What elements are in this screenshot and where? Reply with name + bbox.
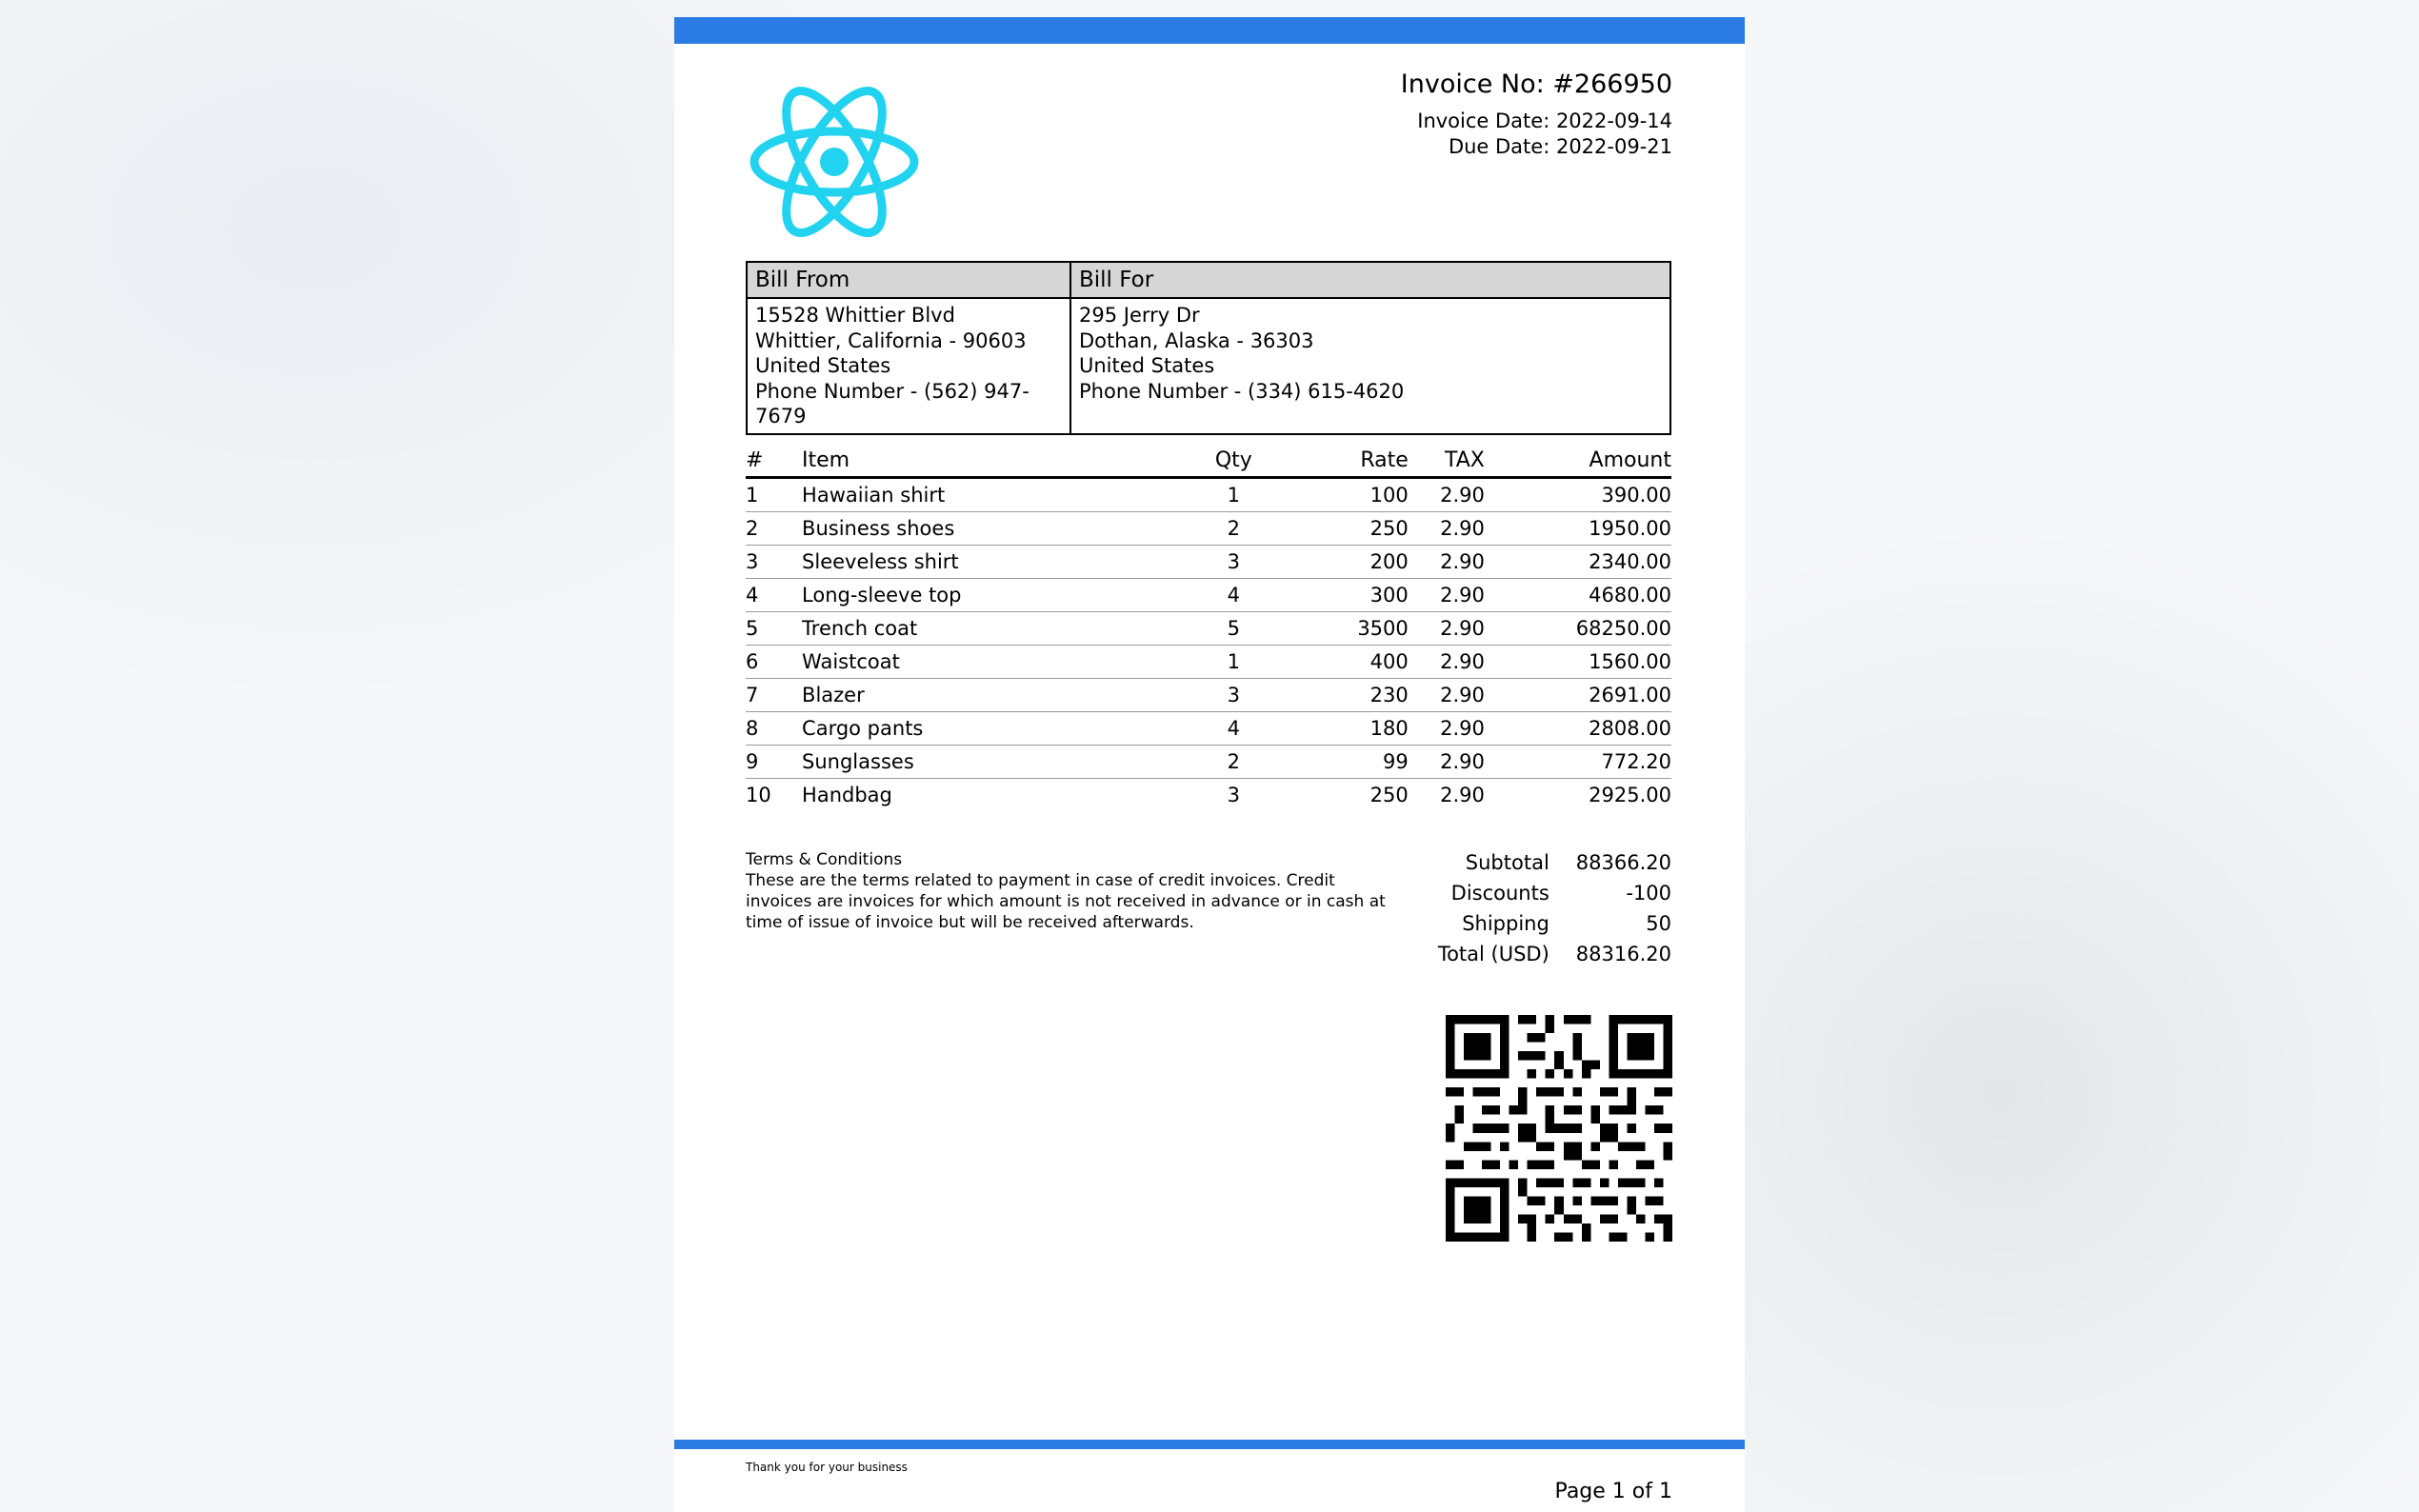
table-row	[746, 512, 1671, 546]
from-city: Whittier, California - 90603	[755, 328, 1027, 352]
bill-for-address	[1070, 298, 1670, 434]
header-num: #	[746, 444, 802, 478]
row-amount: 2691.00	[1485, 679, 1671, 712]
qr-code-icon	[1446, 1015, 1672, 1242]
bill-from-address	[747, 298, 1070, 434]
table-row	[746, 679, 1671, 712]
bottom-accent-bar	[674, 1440, 1745, 1449]
total-label: Total (USD)	[1437, 943, 1549, 965]
thanks-note: Thank you for your business	[746, 1461, 908, 1474]
invoice-page	[674, 17, 1745, 1512]
shipping-value: 50	[1646, 912, 1671, 935]
to-city: Dothan, Alaska - 36303	[1079, 328, 1314, 352]
row-tax: 2.90	[1440, 784, 1485, 806]
invoice-date: Invoice Date: 2022-09-14	[1417, 109, 1672, 132]
row-tax: 2.90	[1409, 579, 1485, 612]
row-item: Sunglasses	[802, 746, 1184, 779]
row-item: Business shoes	[802, 512, 1184, 546]
from-phone: Phone Number - (562) 947-7679	[755, 379, 1030, 428]
row-item: Waistcoat	[802, 646, 1184, 679]
row-num: 3	[746, 546, 802, 579]
row-qty: 5	[1184, 612, 1284, 646]
row-rate: 250	[1284, 512, 1409, 546]
row-amount: 1950.00	[1485, 512, 1671, 546]
row-num: 7	[746, 679, 802, 712]
subtotal-label: Subtotal	[1465, 851, 1549, 874]
billing-table	[746, 261, 1671, 435]
row-item: Hawaiian shirt	[802, 478, 1184, 512]
row-qty: 4	[1184, 712, 1284, 746]
items-table	[746, 444, 1671, 811]
row-qty: 3	[1227, 784, 1241, 806]
table-row	[746, 612, 1671, 646]
total-value: 88316.20	[1575, 943, 1671, 965]
total-row	[1438, 939, 1671, 969]
from-country: United States	[755, 354, 891, 377]
row-qty: 4	[1184, 579, 1284, 612]
invoice-number: Invoice No: #266950	[1400, 70, 1672, 99]
row-amount: 2925.00	[1589, 784, 1671, 806]
bill-for-header: Bill For	[1070, 262, 1670, 298]
from-street: 15528 Whittier Blvd	[755, 304, 955, 327]
table-row	[746, 712, 1671, 746]
terms-section	[746, 849, 1393, 933]
bill-from-header: Bill From	[747, 262, 1070, 298]
row-item: Long-sleeve top	[802, 579, 1184, 612]
discounts-value: -100	[1626, 882, 1671, 905]
table-row	[746, 746, 1671, 779]
row-rate: 400	[1284, 646, 1409, 679]
row-item: Handbag	[802, 784, 892, 806]
row-num: 8	[746, 712, 802, 746]
top-accent-bar	[674, 17, 1745, 44]
row-tax: 2.90	[1409, 546, 1485, 579]
row-rate: 180	[1284, 712, 1409, 746]
row-item: Blazer	[802, 679, 1184, 712]
row-amount: 2340.00	[1485, 546, 1671, 579]
row-amount: 68250.00	[1485, 612, 1671, 646]
header-tax: TAX	[1409, 444, 1485, 478]
row-num: 1	[746, 478, 802, 512]
row-amount: 1560.00	[1485, 646, 1671, 679]
header-qty: Qty	[1184, 444, 1284, 478]
table-row	[746, 579, 1671, 612]
row-num: 6	[746, 646, 802, 679]
table-row	[746, 546, 1671, 579]
row-amount: 390.00	[1485, 478, 1671, 512]
header-item: Item	[802, 444, 1184, 478]
row-rate: 230	[1284, 679, 1409, 712]
due-date: Due Date: 2022-09-21	[1448, 135, 1672, 158]
row-item: Sleeveless shirt	[802, 546, 1184, 579]
row-qty: 1	[1184, 646, 1284, 679]
row-num: 9	[746, 746, 802, 779]
discounts-label: Discounts	[1450, 882, 1549, 905]
to-phone: Phone Number - (334) 615-4620	[1079, 379, 1405, 403]
discounts-row	[1438, 878, 1671, 908]
row-tax: 2.90	[1409, 612, 1485, 646]
row-rate: 250	[1369, 784, 1409, 806]
table-row	[746, 646, 1671, 679]
row-tax: 2.90	[1409, 646, 1485, 679]
row-qty: 1	[1184, 478, 1284, 512]
row-rate: 3500	[1284, 612, 1409, 646]
row-qty: 2	[1184, 512, 1284, 546]
page-number: Page 1 of 1	[1554, 1480, 1672, 1503]
terms-body: These are the terms related to payment in case of credit invoices. Credit invoices are invoices for which amount is not received in advance or in cash at time of issue of invoice but will be received afterwards.	[746, 871, 1386, 932]
table-row	[746, 478, 1671, 512]
row-tax: 2.90	[1409, 679, 1485, 712]
header-rate: Rate	[1284, 444, 1409, 478]
row-rate: 200	[1284, 546, 1409, 579]
row-amount: 772.20	[1485, 746, 1671, 779]
row-num: 2	[746, 512, 802, 546]
shipping-label: Shipping	[1462, 912, 1549, 935]
row-tax: 2.90	[1409, 478, 1485, 512]
row-item: Trench coat	[802, 612, 1184, 646]
row-item: Cargo pants	[802, 712, 1184, 746]
row-tax: 2.90	[1409, 512, 1485, 546]
subtotal-value: 88366.20	[1575, 851, 1671, 874]
to-street: 295 Jerry Dr	[1079, 304, 1200, 327]
row-amount: 4680.00	[1485, 579, 1671, 612]
row-rate: 99	[1284, 746, 1409, 779]
terms-title: Terms & Conditions	[746, 850, 903, 869]
row-rate: 100	[1284, 478, 1409, 512]
row-amount: 2808.00	[1485, 712, 1671, 746]
row-qty: 3	[1184, 546, 1284, 579]
invoice-meta	[1401, 70, 1672, 160]
row-num: 5	[746, 612, 802, 646]
table-row	[746, 779, 1671, 812]
totals-table	[1438, 847, 1671, 969]
row-qty: 2	[1184, 746, 1284, 779]
row-qty: 3	[1184, 679, 1284, 712]
row-tax: 2.90	[1409, 712, 1485, 746]
items-header-row	[746, 444, 1671, 478]
row-tax: 2.90	[1409, 746, 1485, 779]
row-rate: 300	[1284, 579, 1409, 612]
header-amount: Amount	[1485, 444, 1671, 478]
row-num: 10	[746, 784, 771, 806]
row-num: 4	[746, 579, 802, 612]
subtotal-row	[1438, 847, 1671, 878]
to-country: United States	[1079, 354, 1215, 377]
react-atom-icon	[749, 84, 920, 240]
shipping-row	[1438, 908, 1671, 939]
